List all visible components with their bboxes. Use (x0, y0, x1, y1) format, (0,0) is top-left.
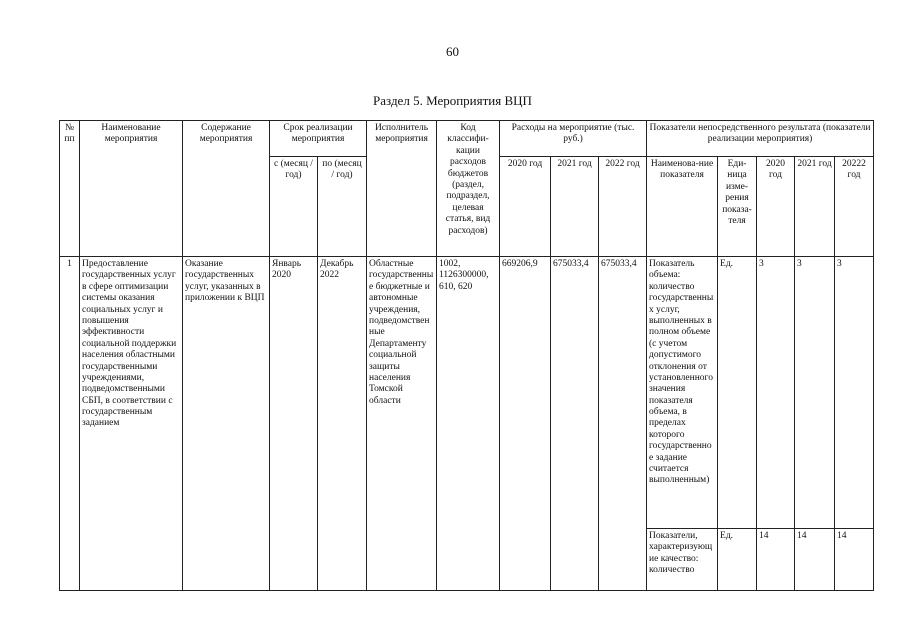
header-indicator-2021: 2021 год (795, 157, 835, 257)
row-expense-2020: 669206,9 (500, 257, 551, 591)
header-row-1 (60, 121, 874, 157)
row-expense-2021: 675033,4 (551, 257, 599, 591)
indicator-value-2021: 14 (795, 529, 835, 591)
header-period-to: по (месяц / год) (318, 157, 367, 257)
header-executor: Исполнитель мероприятия (367, 121, 437, 257)
row-content: Оказание государственных услуг, указанных в приложении к ВЦП (183, 257, 270, 591)
indicator-name: Показатели, характеризующие качество: количество (647, 529, 718, 591)
header-num: № пп (60, 121, 80, 257)
header-indicators: Показатели непосредственного результата (показатели реализации мероприятия) (647, 121, 874, 157)
indicator-value-2022: 3 (835, 257, 874, 529)
header-indicator-2020: 2020 год (757, 157, 795, 257)
header-indicator-name: Наименова-ние показателя (647, 157, 718, 257)
header-year-2021: 2021 год (551, 157, 599, 257)
row-name: Предоставление государственных услуг в сфере оптимизации системы оказания социальных услуг и повышения эффективности социальной поддержки населения областными государственными учреждениями, подведомственными СБП, в соответствии с государственным заданием (80, 257, 183, 591)
header-code: Код классифи-кации расходов бюджетов (раздел, подраздел, целевая статья, вид расходов) (437, 121, 500, 257)
header-content: Содержание мероприятия (183, 121, 270, 257)
page-number: 60 (446, 44, 459, 59)
indicator-value-2020: 14 (757, 529, 795, 591)
activities-table (59, 120, 874, 591)
row-expense-2022: 675033,4 (599, 257, 647, 591)
header-year-2020: 2020 год (500, 157, 551, 257)
indicator-name: Показатель объема: количество государственных услуг, выполненных в полном объеме (с учетом допустимого отклонения от установленного значения показателя объема, в пределах которого государственное задание считается выполненным) (647, 257, 718, 529)
header-name: Наименование мероприятия (80, 121, 183, 257)
row-period-from: Январь 2020 (270, 257, 318, 591)
indicator-unit: Ед. (718, 257, 757, 529)
header-period: Срок реализации мероприятия (270, 121, 367, 157)
row-num: 1 (60, 257, 80, 591)
header-year-2022: 2022 год (599, 157, 647, 257)
header-period-from: с (месяц / год) (270, 157, 318, 257)
indicator-unit: Ед. (718, 529, 757, 591)
header-indicator-2022: 20222 год (835, 157, 874, 257)
header-indicator-unit: Еди-ница изме-рения показа-теля (718, 157, 757, 257)
section-title: Раздел 5. Мероприятия ВЦП (373, 93, 532, 108)
table-row (60, 257, 874, 529)
row-executor: Областные государственные бюджетные и автономные учреждения, подведомственные Департаменту социальной защиты населения Томской области (367, 257, 437, 591)
indicator-value-2022: 14 (835, 529, 874, 591)
indicator-value-2020: 3 (757, 257, 795, 529)
indicator-value-2021: 3 (795, 257, 835, 529)
header-expenses: Расходы на мероприятие (тыс. руб.) (500, 121, 647, 157)
row-code: 1002, 1126300000, 610, 620 (437, 257, 500, 591)
row-period-to: Декабрь 2022 (318, 257, 367, 591)
